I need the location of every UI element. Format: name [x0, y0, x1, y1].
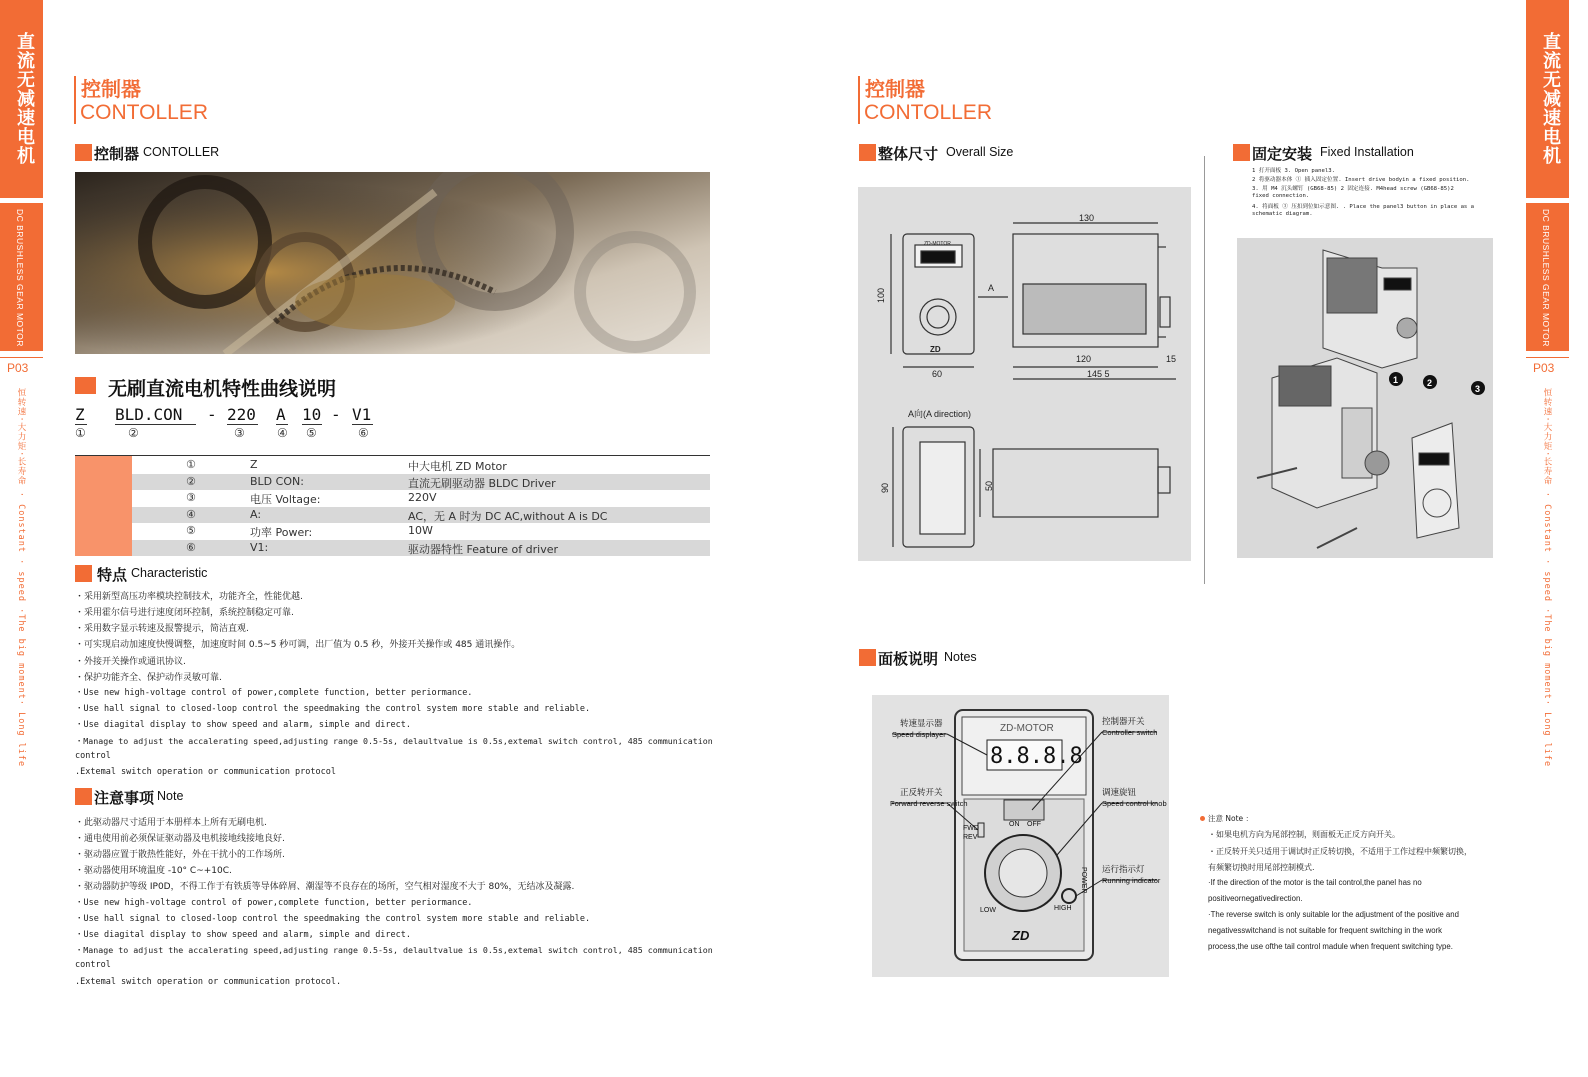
dim-60: 60 [932, 369, 943, 379]
label-speed-displayer-en: Speed displayer [892, 730, 946, 739]
mark-high: HIGH [1054, 905, 1072, 912]
header-title-en-right: CONTOLLER [864, 101, 992, 124]
dimension-drawing [858, 187, 1191, 561]
list-item: ・Manage to adjust the accalerating speed,adjusting range 0.5-5s, delaultvalue is 0.5s,extemal switch control, 485 communication [75, 945, 713, 955]
label-a-direction: A向(A direction) [908, 409, 972, 419]
section-controller-en: CONTOLLER [143, 145, 220, 159]
section-size-en: Overall Size [946, 145, 1014, 159]
list-item: ・驱动器防护等级 IP0D，不得工作于有铁质等导体碎屑、潮湿等不良存在的场所，空气相对湿度不大于 80%，无结冰及凝露. [75, 882, 575, 892]
list-item: control [75, 751, 111, 761]
label-running-indicator-zh: 运行指示灯 [1102, 864, 1145, 874]
table-top-rule [75, 455, 710, 456]
section-size-zh: 整体尺寸 [878, 145, 939, 163]
section-characteristic-en: Characteristic [131, 566, 208, 580]
dim-145: 145 5 [1087, 369, 1110, 379]
header-bar-right [858, 76, 860, 124]
list-item: ・Use hall signal to closed-loop control the speedmaking the control system more stable and reliable. [75, 914, 591, 924]
table-side-block [75, 456, 132, 556]
row-value: 中大电机 ZD Motor [408, 460, 507, 473]
list-item: ・外接开关操作或通讯协议. [75, 657, 186, 667]
install-mark-1: 1 [1393, 375, 1399, 385]
list-item: .Extemal switch operation or communication protocol. [75, 977, 342, 987]
code-underline-2 [115, 424, 196, 425]
dim-90: 90 [880, 482, 890, 493]
dim-130: 130 [1079, 213, 1095, 223]
panel-brand: ZD-MOTOR [1000, 723, 1054, 734]
code-part-4: 220 [227, 405, 256, 424]
mark-low: LOW [980, 907, 996, 914]
section-marker [75, 788, 92, 805]
dim-120: 120 [1076, 354, 1092, 364]
list-item: ・Manage to adjust the accalerating speed,adjusting range 0.5-5s, delaultvalue is 0.5s,extemal switch control, 485 communication [75, 736, 713, 746]
column-divider [1204, 156, 1205, 584]
list-item: ・采用新型高压功率模块控制技术，功能齐全，性能优越. [75, 592, 303, 602]
section-marker [1233, 144, 1250, 161]
code-num-5: ⑤ [306, 426, 317, 440]
panel-note: positiveornegativedirection. [1208, 894, 1303, 903]
dim-100: 100 [876, 287, 886, 303]
install-step: 3. 用 M4 沉头螺钉 (GB68-85) 2 固定连接. M4head screw (GB68-85)2 [1252, 186, 1454, 192]
row-value: 直流无刷驱动器 BLDC Driver [408, 477, 556, 490]
code-num-1: ① [75, 426, 86, 440]
curve-title-marker [75, 377, 96, 394]
code-underline-5 [302, 424, 322, 425]
code-part-3: - [207, 405, 217, 424]
table-row [132, 474, 710, 490]
side-slogan-left: 恒转速·大力矩·长寿命 · Constant · speed ·The big moment· Long life [16, 388, 26, 768]
label-running-indicator-en: Running indicator [1102, 876, 1161, 885]
page-number-left: P03 [7, 361, 29, 375]
panel-logo: ZD [1012, 928, 1030, 943]
label-forward-reverse-en: Forward reverse switch [890, 799, 968, 808]
list-item: ・采用数字显示转速及报警提示，简洁直观. [75, 624, 249, 634]
list-item: ・驱动器应置于散热性能好，外在干扰小的工作场所. [75, 850, 285, 860]
install-step: 4. 将面板 ③ 压扣到位如示意图. . Place the panel3 button in place as a [1252, 204, 1475, 210]
table-row [132, 457, 710, 473]
installation-illustration [1237, 238, 1493, 558]
table-row [132, 490, 710, 506]
row-value: 10W [408, 524, 433, 537]
table-row [132, 540, 710, 556]
list-item: ・采用霍尔信号进行速度闭环控制，系统控制稳定可靠. [75, 608, 294, 618]
code-num-3: ③ [234, 426, 245, 440]
side-tab-left-sub [0, 203, 43, 351]
section-marker [75, 144, 92, 161]
panel-note: ·If the direction of the motor is the tail control,the panel has no [1208, 878, 1422, 887]
mark-on: ON [1009, 821, 1020, 828]
side-tab-title: 直流无减速电机 [14, 32, 35, 165]
row-num: ③ [186, 491, 196, 504]
row-num: ② [186, 475, 196, 488]
section-panel-en: Notes [944, 650, 977, 664]
page-number-right: P03 [1533, 361, 1555, 375]
code-part-1: Z [75, 405, 85, 424]
section-note-zh: 注意事项 [94, 789, 155, 807]
code-num-2: ② [128, 426, 139, 440]
dim-50: 50 [984, 480, 994, 491]
code-underline-4 [276, 424, 288, 425]
section-panel-zh: 面板说明 [878, 650, 939, 668]
mark-fwd: FWD [963, 825, 979, 832]
code-num-6: ⑥ [358, 426, 369, 440]
list-item: ・Use hall signal to closed-loop control the speedmaking the control system more stable and reliable. [75, 704, 591, 714]
panel-note: ·The reverse switch is only suitable lor the adjustment of the positive and [1208, 910, 1459, 919]
list-item: ・Use new high-voltage control of power,complete function, better periormance. [75, 898, 473, 908]
install-step: 1 打开面板 3. Open panel3. [1252, 168, 1335, 174]
row-key: BLD CON: [250, 475, 304, 488]
code-underline-6 [352, 424, 373, 425]
section-marker [859, 649, 876, 666]
list-item: ・此驱动器尺寸适用于本册样本上所有无刷电机. [75, 818, 267, 828]
list-item: .Extemal switch operation or communication protocol [75, 767, 336, 777]
note-bullet [1200, 816, 1205, 821]
install-step: schematic diagram. [1252, 211, 1313, 217]
label-forward-reverse-zh: 正反转开关 [900, 787, 943, 797]
label-speed-knob-en: Speed control knob [1102, 799, 1167, 808]
label-speed-displayer-zh: 转速显示器 [900, 718, 943, 728]
page-rule-right [1526, 357, 1569, 358]
panel-notes-title: 注意 Note ： [1208, 814, 1254, 823]
row-key: 功率 Power: [250, 526, 313, 539]
header-bar-left [74, 76, 76, 124]
side-tab-right [1526, 0, 1569, 198]
section-marker [75, 565, 92, 582]
side-slogan-right: 恒转速·大力矩·长寿命 · Constant · speed ·The big moment· Long life [1542, 388, 1552, 768]
curve-title: 无刷直流电机特性曲线说明 [108, 378, 337, 400]
row-key: 电压 Voltage: [250, 493, 321, 506]
row-num: ⑥ [186, 541, 196, 554]
code-num-4: ④ [277, 426, 288, 440]
engine-gears-photo [75, 172, 710, 354]
panel-note: process,the use ofthe tail control madule when frequent switching type. [1208, 942, 1453, 951]
header-title-en-left: CONTOLLER [80, 101, 208, 124]
row-num: ① [186, 458, 196, 471]
list-item: ・驱动器使用环境温度 -10° C~+10C. [75, 866, 232, 876]
list-item: ・保护功能齐全、保护动作灵敏可靠. [75, 673, 222, 683]
list-item: ・可实现启动加速度快慢调整，加速度时间 0.5~5 秒可调，出厂值为 0.5 秒，外接开关操作或 485 通讯操作。 [75, 640, 521, 650]
panel-display: 8.8.8.8 [990, 744, 1083, 769]
section-note-en: Note [157, 789, 184, 803]
install-mark-3: 3 [1475, 384, 1481, 394]
mark-off: OFF [1027, 821, 1041, 828]
table-row [132, 523, 710, 539]
section-install-zh: 固定安装 [1252, 145, 1313, 163]
panel-diagram [872, 695, 1169, 977]
section-marker [859, 144, 876, 161]
side-tab-left [0, 0, 43, 198]
panel-note: ・如果电机方向为尾部控制，则面板无正反方向开关。 [1208, 830, 1400, 839]
panel-note: ・正反转开关只适用于调试时正反转切换，不适用于工作过程中频繁切换， [1208, 847, 1472, 856]
install-step: 2 将驱动器本体 ① 插入固定位置. Insert drive bodyin a fixed position. [1252, 177, 1470, 183]
dim-15: 15 [1166, 354, 1177, 364]
table-row [132, 507, 710, 523]
code-part-6: 10 [302, 405, 322, 424]
page-rule-left [0, 357, 43, 358]
label-a: A [988, 283, 995, 293]
code-part-5: A [276, 405, 286, 424]
list-item: ・Use diagital display to show speed and alarm, simple and direct. [75, 720, 412, 730]
label-controller-switch-zh: 控制器开关 [1102, 716, 1145, 726]
list-item: ・通电使用前必须保证驱动器及电机接地线接地良好. [75, 834, 285, 844]
side-tab-subtitle: DC BRUSHLESS GEAR MOTOR [15, 209, 25, 347]
code-part-7: - [331, 405, 341, 424]
label-controller-switch-en: Controller switch [1102, 728, 1158, 737]
row-value: 驱动器特性 Feature of driver [408, 543, 559, 556]
list-item: ・Use new high-voltage control of power,complete function, better periormance. [75, 688, 473, 698]
side-tab-title-right: 直流无减速电机 [1540, 32, 1561, 165]
panel-note: 有频繁切换时用尾部控制模式. [1208, 863, 1315, 872]
code-part-2: BLD.CON [115, 405, 183, 424]
section-install-en: Fixed Installation [1320, 145, 1414, 159]
side-tab-subtitle-right: DC BRUSHLESS GEAR MOTOR [1541, 209, 1551, 347]
row-value: 220V [408, 491, 437, 504]
row-key: Z [250, 458, 258, 471]
section-controller-zh: 控制器 [94, 145, 140, 163]
mark-power: POWER [1080, 867, 1087, 894]
row-num: ④ [186, 508, 196, 521]
code-underline-3 [227, 424, 258, 425]
list-item: ・Use diagital display to show speed and alarm, simple and direct. [75, 930, 412, 940]
label-speed-knob-zh: 调速旋钮 [1102, 787, 1137, 797]
list-item: control [75, 960, 111, 970]
row-value: AC，无 A 时为 DC AC,without A is DC [408, 510, 608, 523]
code-part-8: V1 [352, 405, 372, 424]
row-key: V1: [250, 541, 269, 554]
mark-rev: REV [963, 834, 978, 841]
drawing-brand: ZD-MOTOR [924, 241, 951, 247]
install-step: fixed connection. [1252, 193, 1310, 199]
panel-note: negativesswitchand is not suitable for frequent switching in the work [1208, 926, 1443, 935]
row-key: A: [250, 508, 262, 521]
row-num: ⑤ [186, 524, 196, 537]
section-characteristic-zh: 特点 [97, 566, 128, 584]
install-mark-2: 2 [1427, 378, 1433, 388]
side-tab-right-sub [1526, 203, 1569, 351]
code-underline-1 [75, 424, 87, 425]
drawing-logo: ZD [930, 345, 941, 354]
header-title-zh-left: 控制器 [81, 77, 141, 101]
header-title-zh-right: 控制器 [865, 77, 925, 101]
